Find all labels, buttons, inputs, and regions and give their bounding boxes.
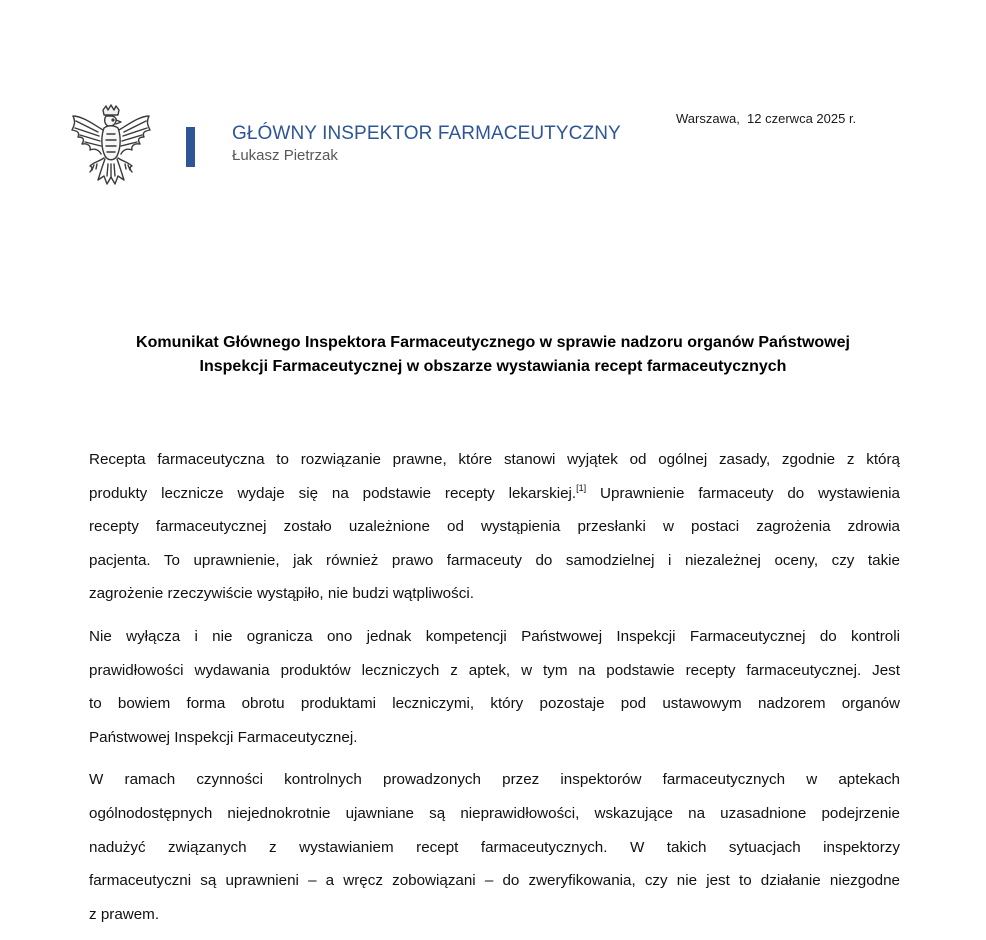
text-line: to bowiem forma obrotu produktami leczniczymi, który pozostaje pod ustawowym nadzorem organów — [89, 695, 900, 713]
office-person-name: Łukasz Pietrzak — [232, 147, 338, 164]
paragraph — [89, 443, 900, 611]
document-title-line: Inspekcji Farmaceutycznej w obszarze wystawiania recept farmaceutycznych — [199, 358, 787, 375]
text-line: pacjenta. To uprawnienie, jak również prawo farmaceuty do samodzielnej i niezależnej oceny, czy takie — [89, 551, 900, 569]
text-line: Recepta farmaceutyczna to rozwiązanie prawne, które stanowi wyjątek od ogólnej zasady, zgodnie z którą — [89, 451, 900, 468]
text-line: farmaceutyczni są uprawnieni – a wręcz zobowiązani – do zweryfikowania, czy nie jest to działanie niezgodne — [89, 872, 900, 890]
text-line: recepty farmaceutycznej zostało uzależnione od wystąpienia przesłanki w postaci zagrożenia zdrowia — [89, 518, 900, 536]
office-title: GŁÓWNY INSPEKTOR FARMACEUTYCZNY — [232, 123, 621, 144]
paragraph — [89, 763, 900, 931]
text-line: nadużyć związanych z wystawianiem recept farmaceutycznych. W takich sytuacjach inspektorzy — [89, 838, 900, 856]
text-line: Nie wyłącza i nie ogranicza ono jednak kompetencji Państwowej Inspekcji Farmaceutycznej do kontroli — [89, 627, 900, 645]
polish-eagle-emblem-icon — [68, 104, 154, 192]
text-line: Państwowej Inspekcji Farmaceutycznej. — [89, 728, 358, 746]
document-title — [60, 331, 926, 379]
date-line — [676, 111, 856, 126]
text-line-with-footnote — [89, 477, 900, 511]
paragraph — [89, 620, 900, 754]
header-accent-bar — [186, 127, 195, 167]
text-line: W ramach czynności kontrolnych prowadzonych przez inspektorów farmaceutycznych w aptekach — [89, 771, 900, 789]
text-line: prawidłowości wydawania produktów leczniczych z aptek, w tym na podstawie recepty farmaceutycznej. Jest — [89, 661, 900, 679]
text-line-part: Uprawnienie farmaceuty do wystawienia — [600, 484, 900, 502]
footnote-marker[interactable]: [1] — [576, 482, 587, 493]
document-body — [89, 443, 900, 940]
text-line: zagrożenie rzeczywiście wystąpiło, nie budzi wątpliwości. — [89, 585, 474, 603]
text-line-part: produkty lecznicze wydaje się na podstawie recepty lekarskiej. — [89, 484, 577, 502]
document-title-line: Komunikat Głównego Inspektora Farmaceutycznego w sprawie nadzoru organów Państwowej — [136, 334, 850, 351]
date: 12 czerwca 2025 r. — [747, 111, 857, 126]
place: Warszawa, — [676, 111, 740, 126]
text-line: z prawem. — [89, 905, 160, 923]
text-line: ogólnodostępnych niejednokrotnie ujawniane są nieprawidłowości, wskazujące na uzasadnione podejrzenie — [89, 804, 900, 822]
